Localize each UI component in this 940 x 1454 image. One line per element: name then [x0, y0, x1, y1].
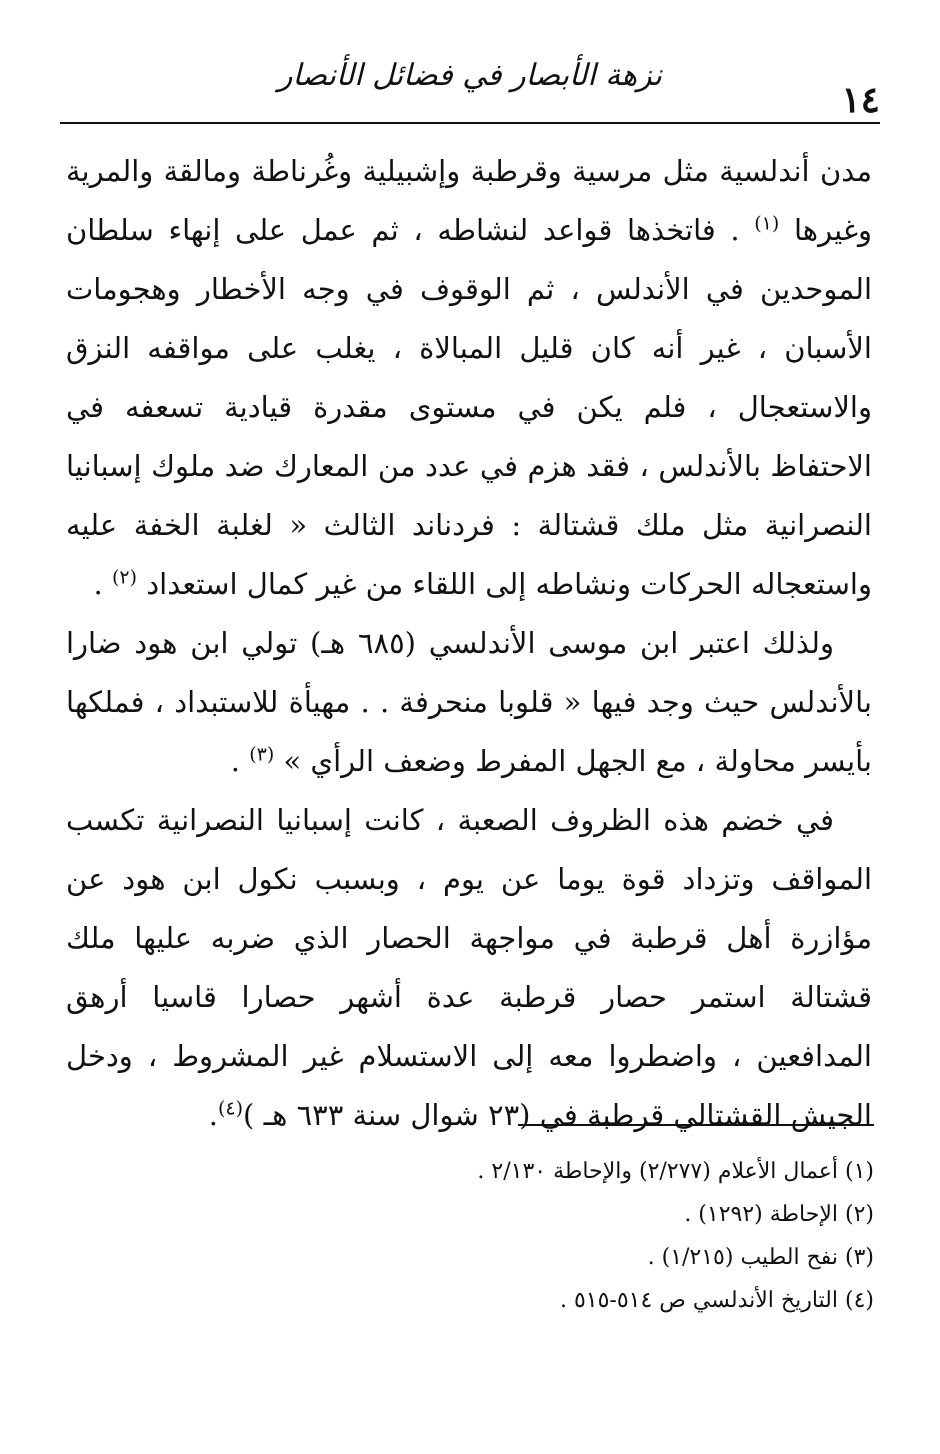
paragraph-2 [66, 614, 872, 791]
footnote-2: (٢) الإحاطة (١٢٩٢) . [684, 1202, 874, 1227]
paragraph-1-text-c: . [93, 567, 112, 601]
footnote-1: (١) أعمال الأعلام (٢/٢٧٧) والإحاطة ٢/١٣٠ . [477, 1159, 874, 1184]
footnote-reference-4: (٤) [217, 1097, 244, 1120]
footnote-divider [518, 1124, 874, 1126]
paragraph-2-text-a: ولذلك اعتبر ابن موسى الأندلسي (٦٨٥ هـ) تولي ابن هود ضارا بالأندلس حيث وجد فيها « قلوبا منحرفة . . مهيأة للاستبداد ، فملكها بأيسر محاولة ، مع الجهل المفرط وضعف الرأي » [66, 626, 872, 778]
footnote-reference-3: (٣) [249, 743, 275, 766]
footnote-3: (٣) نفح الطيب (١/٢١٥) . [647, 1245, 874, 1270]
paragraph-1 [66, 142, 872, 614]
running-title: نزهة الأبصار في فضائل الأنصار [277, 58, 663, 93]
paragraph-3-text-a: في خضم هذه الظروف الصعبة ، كانت إسبانيا النصرانية تكسب المواقف وتزداد قوة يوما عن يوم ، وبسبب نكول ابن هود عن مؤازرة أهل قرطبة في مواجهة الحصار الذي ضربه عليها ملك قشتالة استمر حصار قرطبة عدة أشهر حصارا قاسيا أرهق المدافعين ، واضطروا معه إلى الاستسلام غير المشروط ، ودخل الجيش القشتالي قرطبة في (٢٣ شوال سنة ٦٣٣ هـ ) [66, 803, 872, 1132]
main-text [66, 142, 872, 1145]
paragraph-1-text-b: . فاتخذها قواعد لنشاطه ، ثم عمل على إنهاء سلطان الموحدين في الأندلس ، ثم الوقوف في وجه الأخطار وهجومات الأسبان ، غير أنه كان قليل المبالاة ، يغلب على مواقفه النزق والاستعجال ، فلم يكن في مستوى مقدرة قيادية تسعفه في الاحتفاظ بالأندلس ، فقد هزم في عدد من المعارك ضد ملوك إسبانيا النصرانية مثل ملك قشتالة : فردناند الثالث « لغلبة الخفة عليه واستعجاله الحركات ونشاطه إلى اللقاء من غير كمال استعداد [66, 213, 872, 601]
footnote-reference-2: (٢) [111, 566, 138, 589]
footnotes [68, 1150, 874, 1322]
paragraph-1-text-a: مدن أندلسية مثل مرسية وقرطبة وإشبيلية وغُرناطة ومالقة والمرية وغيرها [66, 154, 872, 247]
page-number: ١٤ [841, 79, 880, 121]
paragraph-3 [66, 791, 872, 1145]
footnote-reference-1: (١) [754, 212, 780, 235]
page-header [60, 40, 880, 124]
paragraph-3-text-b: . [208, 1098, 218, 1132]
paragraph-2-text-b: . [230, 744, 250, 778]
footnote-4: (٤) التاريخ الأندلسي ص ٥١٤-٥١٥ . [559, 1288, 874, 1313]
